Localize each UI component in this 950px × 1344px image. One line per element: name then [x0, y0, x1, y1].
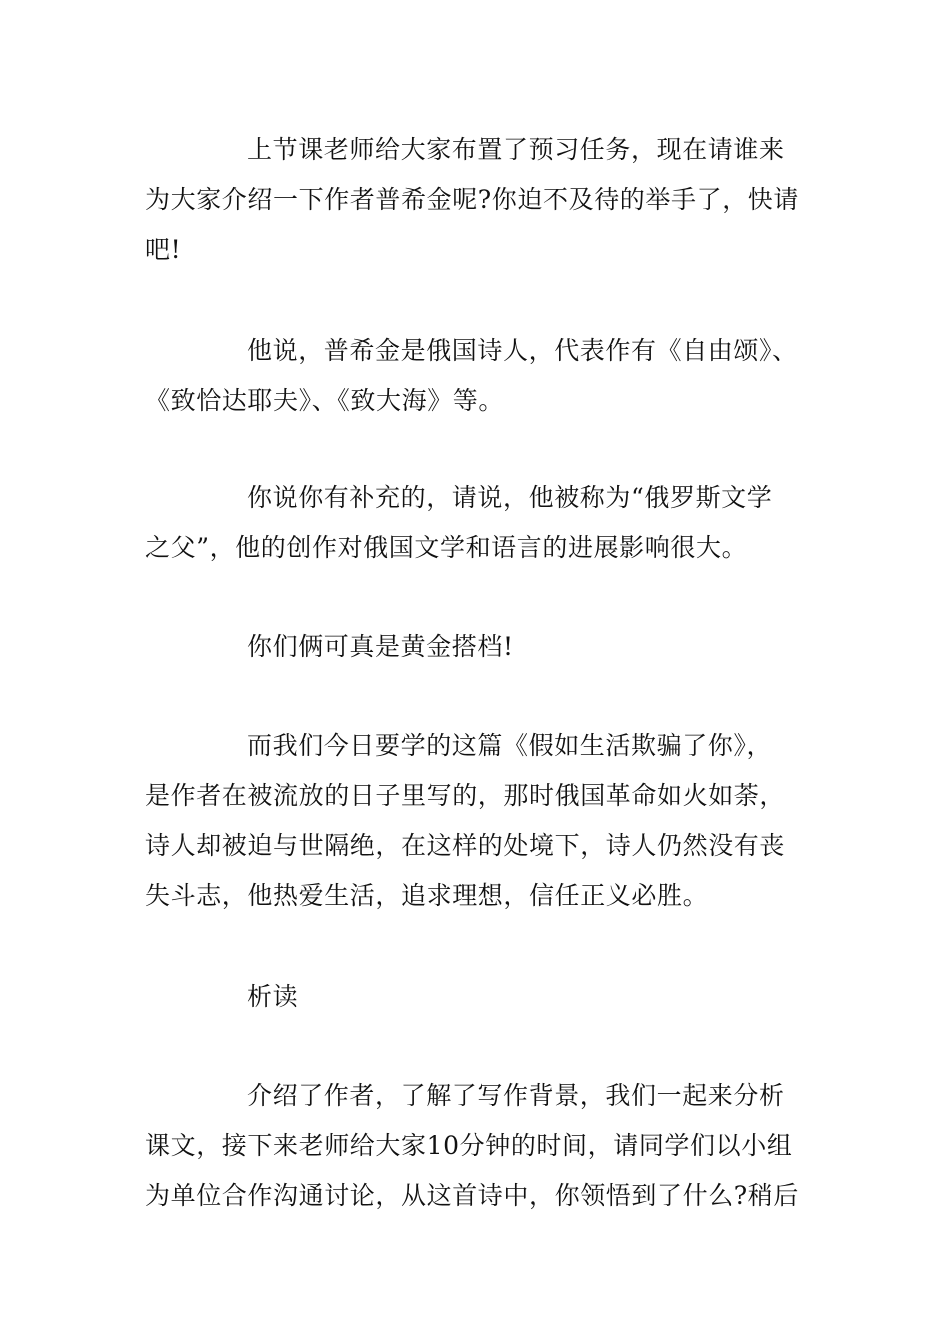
paragraph-line: 是作者在被流放的日子里写的，那时俄国革命如火如荼，	[145, 781, 786, 810]
paragraph-line: 他说，普希金是俄国诗人，代表作有《自由颂》、	[247, 336, 798, 365]
paragraph-line: 你们俩可真是黄金搭档!	[247, 632, 514, 661]
paragraph-line: 吧!	[145, 235, 182, 264]
paragraph-line: 上节课老师给大家布置了预习任务，现在请谁来	[247, 135, 785, 164]
paragraph-line: 课文，接下来老师给大家10分钟的时间，请同学们以小组	[145, 1131, 793, 1160]
paragraph-line: 诗人却被迫与世隔绝，在这样的处境下，诗人仍然没有丧	[145, 831, 786, 860]
paragraph-line: 为单位合作沟通讨论，从这首诗中，你领悟到了什么?稍后	[145, 1181, 800, 1210]
paragraph-line: 为大家介绍一下作者普希金呢?你迫不及待的举手了，快请	[145, 185, 800, 214]
paragraph-line: 你说你有补充的，请说，他被称为“俄罗斯文学	[247, 483, 773, 512]
section-heading: 析读	[247, 982, 299, 1011]
paragraph-line: 而我们今日要学的这篇《假如生活欺骗了你》，	[247, 731, 773, 760]
paragraph-line: 介绍了作者，了解了写作背景，我们一起来分析	[247, 1081, 785, 1110]
paragraph-line: 失斗志，他热爱生活，追求理想，信任正义必胜。	[145, 881, 709, 910]
paragraph-line: 《致恰达耶夫》、《致大海》等。	[145, 386, 505, 415]
paragraph-line: 之父”，他的创作对俄国文学和语言的进展影响很大。	[145, 533, 748, 562]
